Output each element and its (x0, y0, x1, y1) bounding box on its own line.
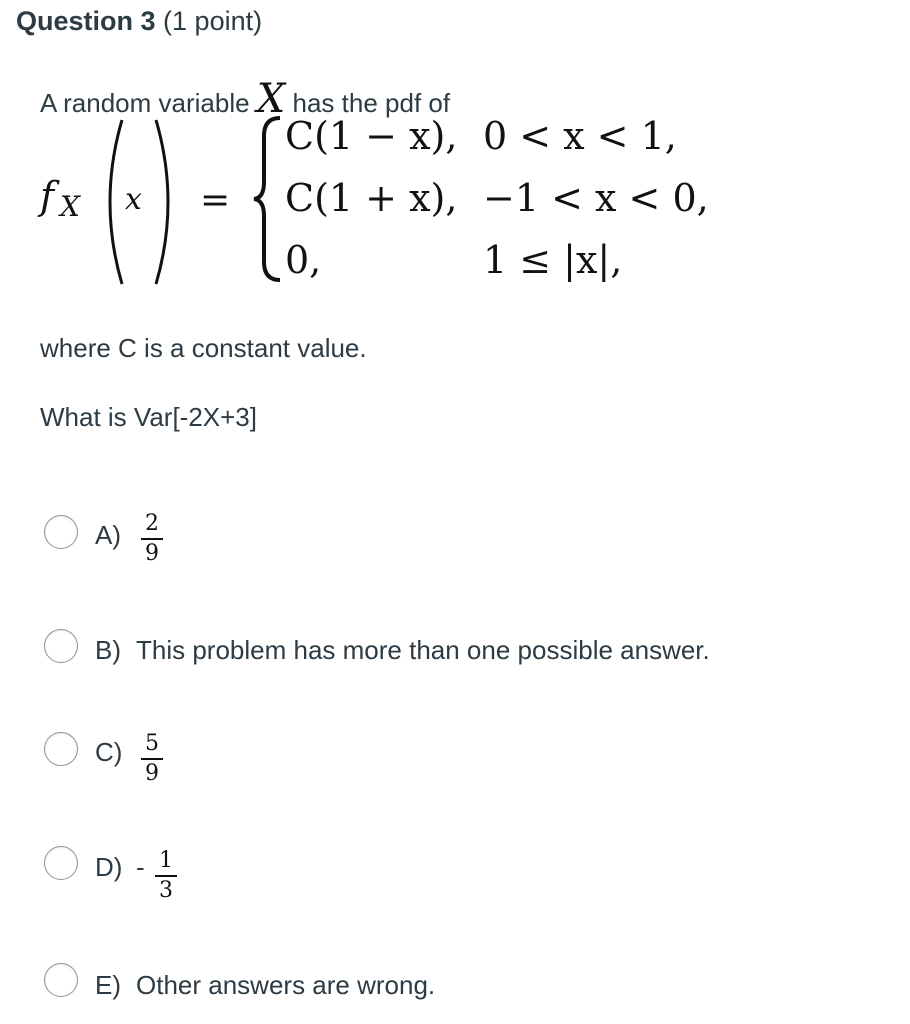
pdf-formula (0, 110, 910, 290)
option-b-letter: B) (95, 635, 121, 665)
case-3-expr: 0, (285, 238, 322, 282)
case-3-cond: 1 ≤ |x|, (483, 238, 623, 282)
question-prompt: What is Var[-2X+3] (40, 402, 257, 432)
left-paren (110, 120, 122, 284)
cases-brace (254, 118, 280, 280)
right-paren (156, 120, 168, 284)
option-a-fraction (141, 513, 163, 565)
option-c-denominator: 9 (145, 761, 159, 786)
cases-brace-svg (250, 114, 286, 284)
option-a-denominator: 9 (145, 541, 159, 566)
intro-suffix: has the pdf of (292, 88, 451, 118)
option-a-fraction-bar (141, 538, 163, 540)
option-d-radio[interactable] (44, 846, 78, 880)
option-d-sign: - (136, 852, 145, 882)
option-a[interactable] (0, 505, 910, 575)
case-2-cond: −1 < x < 0, (483, 176, 709, 220)
option-d-denominator: 3 (159, 878, 173, 903)
pdf-subscript: X (60, 190, 80, 223)
option-e[interactable] (0, 958, 910, 1008)
case-1-expr: C(1 − x), (285, 114, 458, 158)
question-title: Question 3 (16, 6, 156, 36)
option-c-radio[interactable] (44, 732, 78, 766)
option-d-numerator: 1 (159, 848, 173, 873)
constant-note: where C is a constant value. (40, 333, 367, 363)
option-c-fraction (141, 733, 163, 785)
case-2-expr: C(1 + x), (285, 176, 458, 220)
pdf-argument: x (125, 182, 142, 217)
option-d-fraction (155, 850, 177, 902)
question-points: (1 point) (163, 6, 263, 36)
pdf-f: f (40, 174, 55, 218)
option-a-letter: A) (95, 520, 121, 550)
intro-variable: X (256, 76, 286, 122)
option-c-letter: C) (95, 737, 123, 767)
question-header (16, 6, 262, 37)
option-c[interactable] (0, 725, 910, 795)
option-c-fraction-bar (141, 758, 163, 760)
option-b[interactable] (0, 625, 910, 675)
option-e-text: Other answers are wrong. (136, 970, 436, 1000)
intro-prefix: A random variable (40, 88, 250, 118)
pdf-equals: = (200, 180, 231, 221)
case-1-cond: 0 < x < 1, (483, 114, 677, 158)
option-d-letter: D) (95, 852, 123, 882)
option-e-radio[interactable] (44, 963, 78, 997)
option-b-text: This problem has more than one possible answer. (136, 635, 710, 665)
option-a-numerator: 2 (145, 511, 159, 536)
option-d[interactable] (0, 840, 910, 910)
option-b-radio[interactable] (44, 629, 78, 663)
option-d-fraction-bar (155, 875, 177, 877)
option-c-numerator: 5 (145, 731, 159, 756)
option-a-radio[interactable] (44, 515, 78, 549)
option-e-letter: E) (95, 970, 121, 1000)
